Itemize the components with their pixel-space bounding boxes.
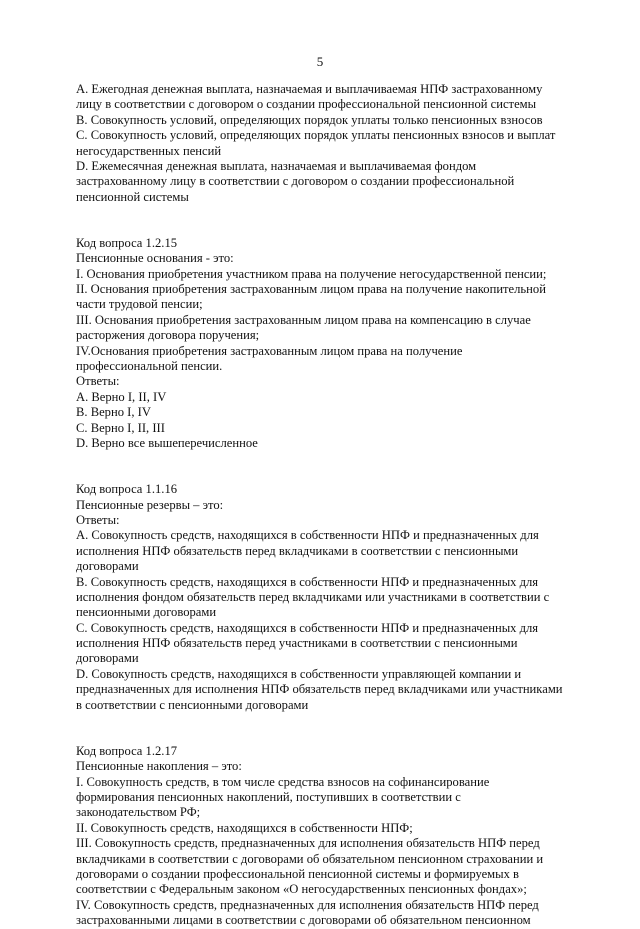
text-line: A. Совокупность средств, находящихся в собственности НПФ и предназначенных для [76, 528, 539, 543]
page-content [76, 82, 576, 928]
text-line: IV.Основания приобретения застрахованным лицом права на получение [76, 343, 463, 358]
text-line: застрахованными лицами в соответствии с договорами об обязательном пенсионном [76, 913, 531, 928]
text-line: лицу в соответствии с договором о создании профессиональной пенсионной системы [76, 97, 537, 112]
text-line: негосударственных пенсий [76, 143, 222, 158]
paragraph-gap [76, 467, 576, 482]
text-line: C. Совокупность условий, определяющих порядок уплаты пенсионных взносов и выплат [76, 128, 556, 143]
text-line: C. Совокупность средств, находящихся в собственности НПФ и предназначенных для [76, 620, 539, 635]
text-line: Пенсионные резервы – это: [76, 497, 224, 512]
text-line: Код вопроса 1.2.15 [76, 235, 178, 250]
text-line: законодательством РФ; [76, 805, 201, 820]
text-line: формирования пенсионных накоплений, поступивших в соответствии с [76, 789, 461, 804]
text-line: D. Верно все вышеперечисленное [76, 435, 258, 450]
text-line: Ответы: [76, 512, 120, 527]
text-line: B. Верно I, IV [76, 405, 151, 420]
text-line: A. Ежегодная денежная выплата, назначаемая и выплачиваемая НПФ застрахованному [76, 82, 543, 96]
text-line: расторжения договора поручения; [76, 328, 260, 343]
text-line: D. Ежемесячная денежная выплата, назначаемая и выплачиваемая фондом [76, 158, 477, 173]
text-line: IV. Совокупность средств, предназначенных для исполнения обязательств НПФ перед [76, 897, 539, 912]
question-1-2-17-block [76, 744, 576, 929]
text-line: D. Совокупность средств, находящихся в собственности управляющей компании и [76, 666, 522, 681]
text-line: III. Совокупность средств, предназначенных для исполнения обязательств НПФ перед [76, 836, 540, 851]
text-line: исполнения НПФ обязательств перед участниками в соответствии с пенсионными [76, 636, 518, 651]
text-line: II. Совокупность средств, находящихся в собственности НПФ; [76, 820, 413, 835]
paragraph-gap [76, 713, 576, 728]
paragraph-gap [76, 221, 576, 236]
page-number: 5 [316, 54, 324, 69]
text-line: вкладчиками в соответствии с договорами об обязательном пенсионном страховании и [76, 851, 544, 866]
text-line: предназначенных для исполнения НПФ обязательств перед вкладчиками или участниками [76, 682, 563, 697]
text-line: III. Основания приобретения застрахованным лицом права на компенсацию в случае [76, 312, 531, 327]
text-line: A. Верно I, II, IV [76, 389, 167, 404]
text-line: I. Основания приобретения участником права на получение негосударственной пенсии; [76, 266, 547, 281]
text-line: в соответствии с пенсионными договорами [76, 697, 309, 712]
text-line: соответствии с Федеральным законом «О негосударственных пенсионных фондах»; [76, 882, 527, 897]
text-line: II. Основания приобретения застрахованным лицом права на получение накопительной [76, 282, 546, 297]
text-line: B. Совокупность средств, находящихся в собственности НПФ и предназначенных для [76, 574, 539, 589]
text-line: Пенсионные накопления – это: [76, 759, 242, 774]
text-line: C. Верно I, II, III [76, 420, 165, 435]
text-line: Пенсионные основания - это: [76, 251, 234, 266]
question-1-2-15-block [76, 236, 576, 451]
text-line: профессиональной пенсии. [76, 359, 223, 374]
text-line: пенсионными договорами [76, 605, 217, 620]
text-line: Код вопроса 1.1.16 [76, 482, 178, 497]
question-1-1-16-block [76, 482, 576, 713]
paragraph-gap [76, 205, 576, 220]
paragraph-gap [76, 451, 576, 466]
text-line: B. Совокупность условий, определяющих порядок уплаты только пенсионных взносов [76, 112, 543, 127]
text-line: договорами о создании профессиональной пенсионной системы и формируемых в [76, 866, 519, 881]
text-line: Код вопроса 1.2.17 [76, 743, 178, 758]
text-line: застрахованному лицу в соответствии с договором о создании профессиональной [76, 174, 515, 189]
text-line: Ответы: [76, 374, 120, 389]
text-line: части трудовой пенсии; [76, 297, 203, 312]
text-line: I. Совокупность средств, в том числе средства взносов на софинансирование [76, 774, 490, 789]
text-line: исполнения фондом обязательств перед вкладчиками или участниками в соответствии с [76, 589, 550, 604]
text-line: договорами [76, 559, 139, 574]
text-line: исполнения НПФ обязательств перед вкладчиками в соответствии с пенсионными [76, 543, 519, 558]
text-line: договорами [76, 651, 139, 666]
answer-options-block [76, 82, 576, 205]
paragraph-gap [76, 728, 576, 743]
text-line: пенсионной системы [76, 189, 189, 204]
